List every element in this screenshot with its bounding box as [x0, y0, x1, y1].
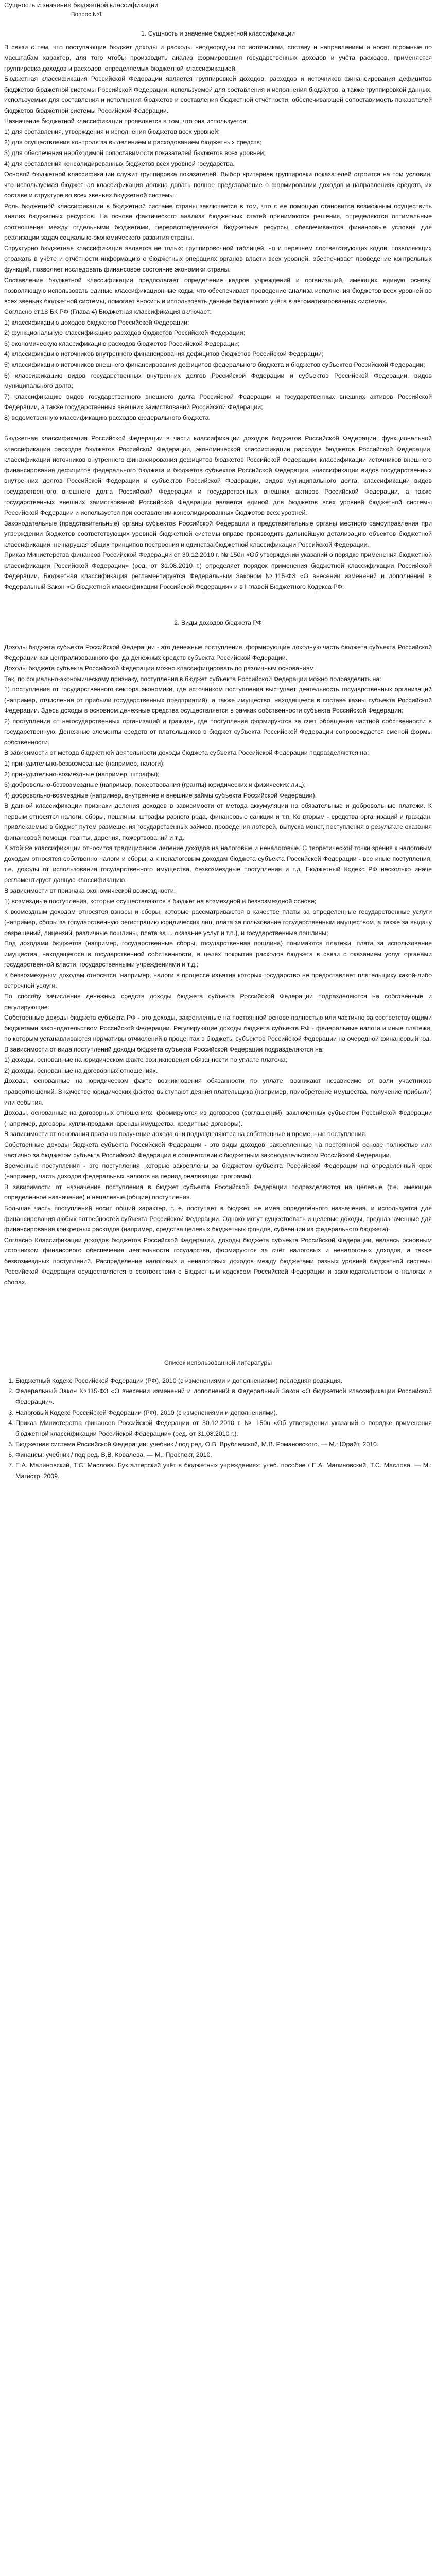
paragraph: 5) классификацию источников внешнего финансирования дефицитов федерального бюджета и бюджетов субъектов Российской Федерации;	[4, 361, 425, 368]
paragraph: 4) для составления консолидированных бюджетов всех уровней государства.	[4, 160, 235, 167]
paragraph: 4) классификацию источников внутреннего финансирования дефицитов бюджетов Российской Федерации;	[4, 350, 324, 358]
paragraph: Приказ Министерства финансов Российской Федерации от 30.12.2010 г. № 150н «Об утверждении указаний о порядке применения бюджетной классификации Российской Федерации» (ред. от 31.08.2010 г.) определяет порядок применения бюджетной классификации Российской Федерации. Бюджетная классификация регламентируется Федеральным Законом №115-ФЗ «О внесении изменений и дополнений в Федеральный Закон «О бюджетной классификации Российской Федерации» и в I главой Бюджетного Кодекса РФ.	[4, 551, 432, 590]
paragraph: 4) добровольно-возмездные (например, внутренние и внешние займы субъекта Российской Федерации).	[4, 791, 317, 799]
paragraph: 6) классификацию видов государственных внутренних долгов Российской Федерации и субъектов Российской Федерации, видов муниципального долга;	[4, 371, 432, 390]
paragraph: 1) принудительно-безвозмездные (например, налоги);	[4, 760, 165, 767]
paragraph: Роль бюджетной классификации в бюджетной системе страны заключается в том, что с ее помощью становится возможным осуществить анализ бюджетных ресурсов. На основе фактического анализа бюджетных статей принимаются решения, определяются оптимальные соотношения между отдельными бюджетами, перераспределяются бюджетные ресурсы, обеспечиваются финансовые условия для реализации задач социально-экономического развития страны.	[4, 202, 432, 242]
section-2	[4, 642, 432, 1287]
paragraph: Согласно ст.18 БК РФ (Глава 4) Бюджетная классификация включает:	[4, 308, 212, 316]
paragraph: К этой же классификации относится традиционное деление доходов на налоговые и неналоговые. С теоретической точки зрения к налоговым доходам относятся собственно налоги и сборы, а к неналоговым доходам бюджета субъекта Российской Федерации - все иные поступления, т.е. доходы от использования государственного имущества, безвозмездные поступления и т.д. Бюджетный Кодекс РФ несколько иначе регламентирует данную классификацию.	[4, 844, 432, 884]
paragraph: Назначение бюджетной классификации проявляется в том, что она используется:	[4, 117, 248, 125]
paragraph: Доходы, основанные на договорных отношениях, формируются из договоров (соглашений), заключенных субъектом Российской Федерации (например, договоры купли-продажи, аренды имущества, кредитные договоры).	[4, 1109, 432, 1127]
paragraph: 3) экономическую классификацию расходов бюджетов Российской Федерации;	[4, 340, 240, 347]
paragraph: 3) добровольно-безвозмездные (например, пожертвования (гранты) юридических и физических лиц);	[4, 781, 306, 789]
paragraph: В данной классификации признаки деления доходов в зависимости от метода аккумуляции на обязательные и добровольные платежи. К первым относятся налоги, сборы, пошлины, штрафы разного рода, финансовые санкции и т.п. Ко вторым - средства организаций и граждан, привлекаемые в бюджет путем размещения государственных займов, проведения лотерей, выпуска монет, поступления в результате оказания финансовой помощи, гранты, дарения, пожертвований и т.д.	[4, 802, 432, 841]
paragraph: К возмездным доходам относятся взносы и сборы, которые рассматриваются в качестве платы за определенные государственные услуги (например, сборы за государственную регистрацию юридических лиц, плата за пользование государственным имуществом, а также за выдачу разрешений, лицензий, различные пошлины, плата за ... оказание услуг и т.п.), и государственные пошлины;	[4, 908, 432, 937]
paragraph: Доходы бюджета субъекта Российской Федерации можно классифицировать по различным основаниям.	[4, 665, 316, 672]
paragraph: 7) классификацию видов государственного внешнего долга Российской Федерации и государственных внешних активов Российской Федерации, а также государственных внешних заимствований Российской Федерации;	[4, 393, 432, 411]
section-1	[4, 42, 432, 423]
section-1b	[4, 433, 432, 592]
paragraph: 1) для составления, утверждения и исполнения бюджетов всех уровней;	[4, 128, 220, 135]
paragraph: 1) возмездные поступления, которые осуществляются в бюджет на возмездной и безвозмездной основе;	[4, 897, 317, 905]
paragraph: В связи с тем, что поступающие бюджет доходы и расходы неоднородны по источникам, составу и направлениям и носят огромные по масштабам характер, для того чтобы производить анализ формирования государственных доходов и учёта расходов, применяется группировка доходов и расходов, определяемых бюджетной классификацией.	[4, 43, 432, 72]
reference-item: 4. Приказ Министерства финансов Российской Федерации от 30.12.2010 г. № 150н «Об утверждении указаний о порядке применения бюджетной классификации Российской Федерации» (ред. от 31.08.2010 г.).	[15, 1418, 432, 1439]
paragraph: Собственные доходы бюджета субъекта РФ - это доходы, закрепленные на постоянной основе полностью или частично за соответствующими бюджетами законодательством Российской Федерации. Регулирующие доходы бюджета субъекта РФ - федеральные налоги и иные платежи, по которым устанавливаются нормативы отчислений в процентах в бюджеты субъектов Российской Федерации на очередной финансовый год.	[4, 1014, 432, 1043]
paragraph: В зависимости от признака экономической возмездности:	[4, 887, 176, 894]
paragraph: Большая часть поступлений носит общий характер, т. е. поступает в бюджет, не имея определённого назначения, и используется для финансирования любых потребностей субъекта Российской Федерации. Однако могут существовать и целевые доходы, предназначенные для финансирования конкретных расходов (например, средства целевых бюджетных фондов, субвенции из федерального бюджета).	[4, 1204, 432, 1233]
references-heading: Список использованной литературы	[164, 1359, 272, 1367]
reference-item: 7. Е.А. Малиновский, Т.С. Маслова. Бухгалтерский учёт в бюджетных учреждениях: учеб. пособие / Е.А. Малиновский, Т.С. Маслова. — М.: Магистр, 2009.	[15, 1460, 432, 1481]
paragraph: 2) доходы, основанные на договорных отношениях.	[4, 1066, 158, 1074]
reference-item: 5. Бюджетная система Российской Федерации: учебник / под ред. О.В. Врублевской, М.В. Романовского. — М.: Юрайт, 2010.	[15, 1439, 432, 1450]
section-heading-1: 1. Сущность и значение бюджетной классификации	[141, 30, 295, 37]
paragraph: В зависимости от основания права на получение дохода они подразделяются на собственные и временные поступления.	[4, 1130, 367, 1138]
reference-item: 1. Бюджетный Кодекс Российской Федерации (РФ), 2010 (с изменениями и дополнениями) последняя редакция.	[15, 1376, 432, 1386]
references-list	[4, 1376, 432, 1481]
paragraph: Основой бюджетной классификации служит группировка показателей. Выбор критериев группировки показателей строится на том условии, что используемая бюджетная классификация должна давать полное представление о формировании доходов и направлениях средств, их составе и структуре во всех звеньях бюджетной системы.	[4, 171, 432, 199]
paragraph: Бюджетная классификация Российской Федерации в части классификации доходов бюджетов Российской Федерации, функциональной классификации расходов бюджетов Российской Федерации, экономической классификации расходов бюджетов Российской Федерации, классификации источников внутреннего финансирования дефицитов бюджетов Российской Федерации, классификации источников внешнего финансирования дефицитов федерального бюджета и бюджетов субъектов Российской Федерации, классификации видов государственных внутренних долгов Российской Федерации и субъектов Российской Федерации, видов муниципального долга, классификации видов государственного внешнего долга Российской Федерации и государственных внешних активов Российской Федерации, а также государственных внешних заимствований Российской Федерации является единой для бюджетов всех уровней бюджетной системы Российской Федерации и используется при составлении консолидированных бюджетов всех уровней.	[4, 435, 432, 517]
paragraph: Доходы, основанные на юридическом факте возникновения обязанности по уплате, возникают независимо от воли участников правоотношений. В качестве юридических фактов выступают деяния плательщика (например, приобретение имущества, получение прибыли) или события.	[4, 1077, 432, 1106]
paragraph: 1) классификацию доходов бюджетов Российской Федерации;	[4, 318, 189, 326]
paragraph: В зависимости от метода бюджетной деятельности доходы бюджета субъекта Российской Федерации подразделяются на:	[4, 749, 369, 757]
paragraph: По способу зачисления денежных средств доходы бюджета субъекта Российской Федерации подразделяются на собственные и регулирующие.	[4, 993, 432, 1011]
reference-item: 3. Налоговый Кодекс Российской Федерации (РФ), 2010 (с изменениями и дополнениями).	[15, 1408, 432, 1418]
paragraph: 8) ведомственную классификацию расходов федерального бюджета.	[4, 414, 211, 421]
paragraph: Согласно Классификации доходов бюджетов Российской Федерации, доходы бюджета субъекта Российской Федерации, являясь основным источником финансового обеспечения деятельности государства, формируются за счёт налоговых и неналоговых доходов, а также безвозмездных поступлений. Распределение налоговых и неналоговых доходов между бюджетами разных уровней бюджетной системы Российской Федерации осуществляется в соответствии с Бюджетным кодексом Российской Федерации и законодательством о налогах и сборах.	[4, 1236, 432, 1286]
paragraph: Бюджетная классификация Российской Федерации является группировкой доходов, расходов и источников финансирования дефицитов бюджетов бюджетной системы Российской Федерации, используемой для составления и исполнения бюджетов, а также группировкой данных, используемых для составления и исполнения бюджетов и составления бюджетной отчётности, обеспечивающей сопоставимость показателей бюджетов бюджетной системы Российской Федерации.	[4, 75, 432, 114]
paragraph: 2) принудительно-возмездные (например, штрафы);	[4, 770, 160, 778]
paragraph: 1) поступления от государственного сектора экономики, где источником поступления выступает деятельность государственных организаций (например, отчисления от прибыли государственных предприятий), а также имущество, находящееся в составе казны субъекта Российской Федерации. Здесь доходы в основном денежные средства осуществляется в рамках собственности субъекта Российской Федерации;	[4, 686, 432, 715]
paragraph: 3) для обеспечения необходимой сопоставимости показателей бюджетов всех уровней;	[4, 149, 266, 157]
reference-item: 6. Финансы: учебник / под ред. В.В. Ковалева. — М.: Проспект, 2010.	[15, 1450, 432, 1461]
paragraph: В зависимости от назначения поступления в бюджет субъекта Российской Федерации подразделяются на целевые (т.е. имеющие определённое назначение) и нецелевые (общие) поступления.	[4, 1183, 432, 1201]
section-heading-2: 2. Виды доходов бюджета РФ	[174, 619, 262, 627]
document-title: Сущность и значение бюджетной классификации	[4, 1, 159, 9]
document-subtitle: Вопрос №1	[71, 12, 102, 18]
paragraph: Структурно бюджетная классификация является не только группировочной таблицей, но и перечнем соответствующих кодов, позволяющих отражать в учёте и отчётности информацию о бюджетных операциях органов власти всех уровней, обеспечивает проведение контрольных функций, позволяет исследовать финансовое состояние экономики страны.	[4, 244, 432, 274]
paragraph: Законодательные (представительные) органы субъектов Российской Федерации и представительные органы местного самоуправления при утверждении бюджетов соответствующих уровней бюджетной системы вправе производить дальнейшую детализацию объектов бюджетной классификации, не нарушая общих принципов построения и единства бюджетной классификации Российской Федерации.	[4, 519, 432, 548]
reference-item: 2. Федеральный Закон №115-ФЗ «О внесении изменений и дополнений в Федеральный Закон «О бюджетной классификации Российской Федерации».	[15, 1386, 432, 1407]
paragraph: Собственные доходы бюджета субъекта Российской Федерации - это виды доходов, закрепленные на постоянной основе полностью или частично за бюджетом субъекта Российской Федерации в соответствии с бюджетным законодательством Российской Федерации.	[4, 1141, 432, 1159]
paragraph: Под доходами бюджетов (например, государственные сборы, государственная пошлина) понимаются платежи, плата за использование имущества, находящегося в государственной собственности, в целях покрытия расходов бюджета в связи с оказанием услуг органами государственной власти, государственными учреждениями и т.д.;	[4, 940, 432, 969]
paragraph: 2) поступления от негосударственных организаций и граждан, где поступления формируются за счет обращения частной собственности в государственную. Денежные элементы средств от плательщиков в бюджет субъекта Российской Федерации сопровождается сменой формы собственности.	[4, 717, 432, 746]
paragraph: В зависимости от вида поступлений доходы бюджета субъекта Российской Федерации подразделяются на:	[4, 1045, 324, 1053]
paragraph: Временные поступления - это поступления, которые закреплены за бюджетом субъекта Российской Федерации на определенный срок (например, часть доходов федеральных налогов на период реализации программ).	[4, 1162, 432, 1180]
document-body	[4, 28, 432, 1481]
paragraph: Доходы бюджета субъекта Российской Федерации - это денежные поступления, формирующие доходную часть бюджета субъекта Российской Федерации как централизованного фонда денежных средств субъекта Российской Федерации.	[4, 643, 432, 662]
paragraph: 1) доходы, основанные на юридическом факте возникновения обязанности по уплате платежа;	[4, 1056, 288, 1064]
paragraph: Составление бюджетной классификации предполагает определение кадров учреждений и организаций, имеющих единую основу, позволяющую использовать единые классификационные коды, что обеспечивает проведение анализа исполнения бюджетов всех уровней во всех звеньях бюджетной системы, помогает вносить и использовать данные бюджетного учёта в автоматизированных системах.	[4, 276, 432, 305]
paragraph: 2) функциональную классификацию расходов бюджетов Российской Федерации;	[4, 329, 246, 337]
paragraph: 2) для осуществления контроля за выделением и расходованием бюджетных средств;	[4, 139, 262, 146]
paragraph: Так, по социально-экономическому признаку, поступления в бюджет субъекта Российской Федерации можно подразделить на:	[4, 675, 381, 683]
paragraph: К безвозмездным доходам относятся, например, налоги в процессе изъятия которых государство не предоставляет плательщику какой-либо встречной услуги.	[4, 971, 432, 990]
